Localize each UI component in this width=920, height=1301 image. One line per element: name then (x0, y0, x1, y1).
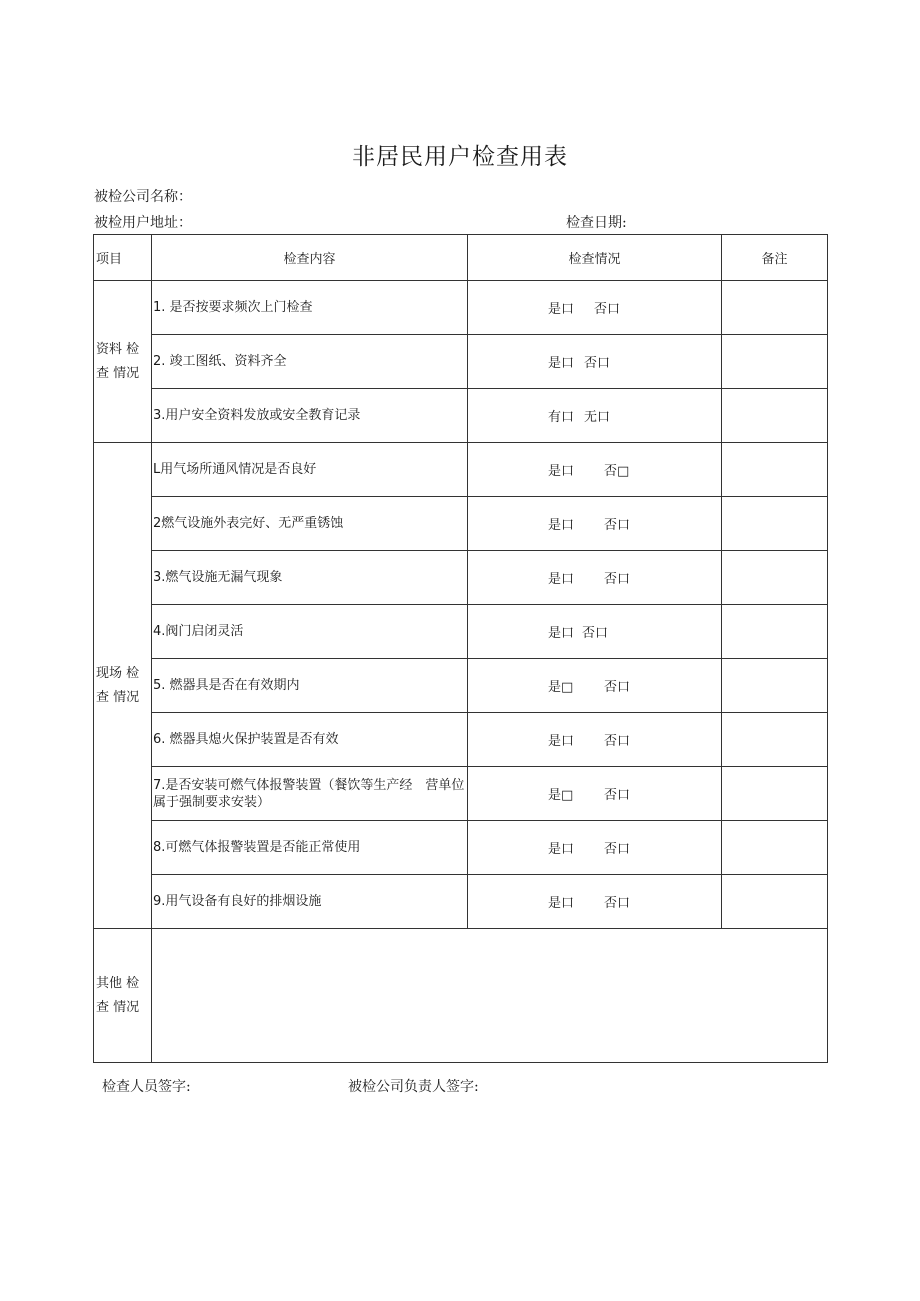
check-status (468, 281, 722, 335)
no-checkbox[interactable]: 否口 (604, 518, 631, 533)
check-item-content: 2燃气设施外表完好、无严重锈蚀 (152, 497, 468, 551)
check-status (468, 767, 722, 821)
header-item: 项目 (94, 235, 152, 281)
check-status (468, 443, 722, 497)
yes-checkbox[interactable]: 是口 (548, 572, 575, 587)
check-item-content: 4.阀门启闭灵活 (152, 605, 468, 659)
company-name-label: 被检公司名称： (94, 189, 192, 205)
group-label-onsite (94, 443, 152, 929)
group-label-text: 资料 检 查 情况 (96, 341, 140, 381)
yes-checkbox[interactable]: 是□ (548, 788, 574, 803)
check-status (468, 551, 722, 605)
yes-checkbox[interactable]: 有口 (548, 410, 575, 425)
table-row (94, 497, 828, 551)
check-item-content: 9.用气设备有良好的排烟设施 (152, 875, 468, 929)
no-checkbox[interactable]: 否口 (604, 572, 631, 587)
inspection-date-label: 检查日期: (566, 215, 627, 231)
check-item-content: 1. 是否按要求频次上门检查 (152, 281, 468, 335)
check-item-content: 8.可燃气体报警装置是否能正常使用 (152, 821, 468, 875)
table-header-row (94, 235, 828, 281)
yes-checkbox[interactable]: 是口 (548, 302, 575, 317)
table-row (94, 875, 828, 929)
yes-checkbox[interactable]: 是口 (548, 356, 575, 371)
table-row (94, 551, 828, 605)
check-item-content: L用气场所通风情况是否良好 (152, 443, 468, 497)
table-row (94, 443, 828, 497)
no-checkbox[interactable]: 否口 (604, 788, 631, 803)
remarks-cell[interactable] (722, 335, 828, 389)
table-row (94, 659, 828, 713)
no-checkbox[interactable]: 否口 (594, 302, 621, 317)
inspector-signature-label: 检查人员签字: (102, 1079, 191, 1095)
remarks-cell[interactable] (722, 551, 828, 605)
no-checkbox[interactable]: 否口 (604, 680, 631, 695)
check-item-content: 7.是否安装可燃气体报警装置（餐饮等生产经 营单位属于强制要求安装） (152, 767, 468, 821)
remarks-cell[interactable] (722, 443, 828, 497)
no-checkbox[interactable]: 否口 (582, 626, 609, 641)
address-label: 被检用户地址： (94, 215, 192, 231)
table-row (94, 389, 828, 443)
yes-checkbox[interactable]: 是口 (548, 842, 575, 857)
remarks-cell[interactable] (722, 389, 828, 443)
check-status (468, 335, 722, 389)
remarks-cell[interactable] (722, 875, 828, 929)
table-row (94, 713, 828, 767)
group-label-text: 其他 检 查 情况 (96, 975, 140, 1015)
table-row (94, 821, 828, 875)
yes-checkbox[interactable]: 是口 (548, 464, 575, 479)
check-item-content: 3.燃气设施无漏气现象 (152, 551, 468, 605)
check-status (468, 659, 722, 713)
no-checkbox[interactable]: 否口 (584, 356, 611, 371)
header-remarks: 备注 (722, 235, 828, 281)
check-item-content: 5. 燃器具是否在有效期内 (152, 659, 468, 713)
yes-checkbox[interactable]: 是口 (548, 626, 575, 641)
table-row (94, 767, 828, 821)
check-status (468, 497, 722, 551)
yes-checkbox[interactable]: 是□ (548, 680, 574, 695)
table-row (94, 605, 828, 659)
check-status (468, 713, 722, 767)
no-checkbox[interactable]: 否口 (604, 896, 631, 911)
table-row-other (94, 929, 828, 1063)
remarks-cell[interactable] (722, 497, 828, 551)
header-status: 检查情况 (468, 235, 722, 281)
group-label-text: 现场 检 查 情况 (96, 665, 140, 705)
table-row (94, 281, 828, 335)
remarks-cell[interactable] (722, 713, 828, 767)
yes-checkbox[interactable]: 是口 (548, 734, 575, 749)
check-status (468, 389, 722, 443)
remarks-cell[interactable] (722, 659, 828, 713)
yes-checkbox[interactable]: 是口 (548, 896, 575, 911)
group-label-other (94, 929, 152, 1063)
other-findings-cell[interactable] (152, 929, 828, 1063)
page-title: 非居民用户检查用表 (352, 144, 568, 170)
no-checkbox[interactable]: 无口 (584, 410, 611, 425)
check-status (468, 605, 722, 659)
yes-checkbox[interactable]: 是口 (548, 518, 575, 533)
remarks-cell[interactable] (722, 281, 828, 335)
remarks-cell[interactable] (722, 767, 828, 821)
check-item-content: 3.用户安全资料发放或安全教育记录 (152, 389, 468, 443)
table-row (94, 335, 828, 389)
company-head-signature-label: 被检公司负责人签字: (348, 1079, 479, 1095)
header-content: 检查内容 (152, 235, 468, 281)
no-checkbox[interactable]: 否□ (604, 464, 630, 479)
check-status (468, 821, 722, 875)
check-item-content: 6. 燃器具熄火保护装置是否有效 (152, 713, 468, 767)
remarks-cell[interactable] (722, 605, 828, 659)
remarks-cell[interactable] (722, 821, 828, 875)
group-label-documents (94, 281, 152, 443)
inspection-table (93, 234, 828, 1063)
no-checkbox[interactable]: 否口 (604, 842, 631, 857)
no-checkbox[interactable]: 否口 (604, 734, 631, 749)
check-status (468, 875, 722, 929)
check-item-content: 2. 竣工图纸、资料齐全 (152, 335, 468, 389)
